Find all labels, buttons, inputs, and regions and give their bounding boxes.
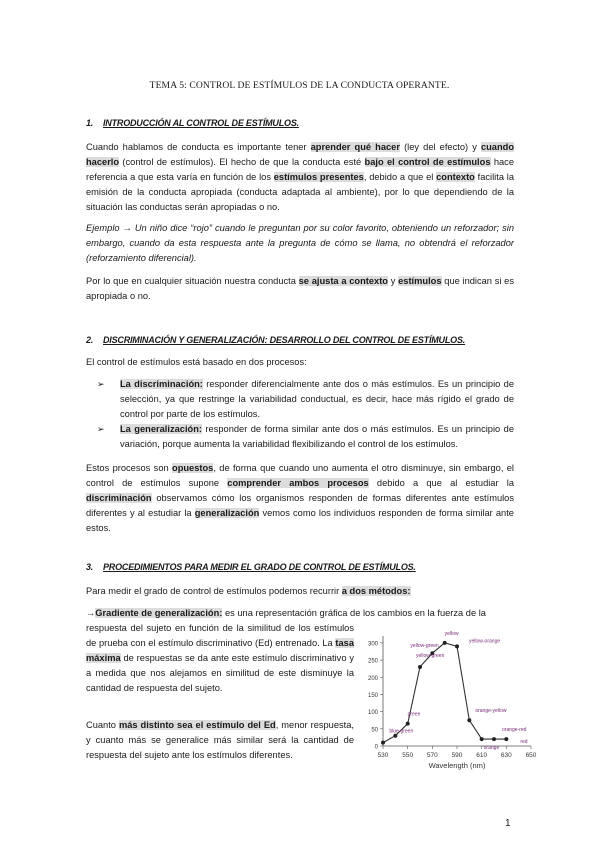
highlight: se ajusta a contexto <box>298 276 388 286</box>
document-title: TEMA 5: CONTROL DE ESTÍMULOS DE LA CONDUCTA OPERANTE. <box>149 80 450 91</box>
text-run: es una representación gráfica de los cambios en la fuerza de la <box>222 608 486 618</box>
y-tick-label: 250 <box>367 658 378 665</box>
list-item <box>86 422 514 452</box>
x-tick-label: 610 <box>476 752 488 759</box>
x-axis-label: Wavelength (nm) <box>428 761 486 770</box>
paragraph-opposites <box>86 461 514 536</box>
data-point <box>418 665 422 669</box>
y-tick-label: 300 <box>367 641 378 648</box>
paragraph-gradient-first-line <box>86 606 514 621</box>
point-label: orange <box>483 745 500 752</box>
y-tick-label: 50 <box>371 727 378 734</box>
y-tick-label: 0 <box>374 744 378 751</box>
highlight: cuando hacerlo <box>86 142 515 167</box>
highlight: generalización <box>194 508 260 518</box>
y-tick-label: 200 <box>367 675 378 682</box>
text-run: , menor respuesta, y cuanto más se generalice más similar será la cantidad de respuesta del sujeto ante los estímulos diferentes. <box>86 720 355 760</box>
highlight: estímulos <box>398 276 442 286</box>
x-tick-label: 570 <box>426 752 438 759</box>
x-tick-label: 650 <box>525 752 537 759</box>
text-run: vemos como los individuos responden de forma similar ante estos. <box>86 508 514 533</box>
text-run: facilita la emisión de la conducta apropiada (conducta adaptada al ambiente), por lo que dependiendo de la situación las conductas serán apropiadas o no. <box>86 172 515 212</box>
series-line <box>383 643 506 743</box>
text-run: Cuando hablamos de conducta es importante tener <box>86 142 311 152</box>
section-heading-2 <box>86 335 466 345</box>
y-tick-label: 150 <box>367 692 378 699</box>
section-heading-1 <box>86 118 299 128</box>
data-point <box>504 737 508 741</box>
text-run: Estos procesos son <box>86 463 173 473</box>
chart-svg <box>359 628 539 772</box>
section-number: 3. <box>86 562 94 572</box>
highlight: discriminación <box>86 493 152 503</box>
x-tick-label: 630 <box>500 752 512 759</box>
data-point <box>381 741 385 745</box>
point-label: yellow-orange <box>469 638 501 645</box>
data-point <box>480 737 484 741</box>
highlight: Gradiente de generalización: <box>95 608 223 618</box>
data-point <box>492 737 496 741</box>
point-label: green <box>407 711 421 718</box>
highlight: estímulos presentes <box>273 172 364 182</box>
text-run: , de forma que cuando uno aumenta el otro disminuye, sin embargo, el control de estímulos supone <box>86 463 514 488</box>
x-tick-label: 590 <box>451 752 463 759</box>
text-run: Por lo que en cualquier situación nuestra conducta <box>86 276 299 286</box>
process-list <box>86 377 514 452</box>
highlight: más distinto sea el estímulo del Ed <box>118 720 276 730</box>
point-label: yellow-green <box>416 652 445 659</box>
example-paragraph: Ejemplo → Un niño dice “rojo” cuando le preguntan por su color favorito, obteniendo un reforzador; sin embargo, cuando da esta respuesta ante la pregunta de cómo se llama, no obtendrá el reforzador (reforzamiento diferencial). <box>86 223 514 263</box>
text-run: responder de forma similar ante dos o más estímulos. Es un principio de variación, porque aumenta la variabilidad flexibilizando el control de los estímulos. <box>120 424 514 449</box>
section-number: 1. <box>86 118 94 128</box>
point-label: yellow <box>444 630 459 637</box>
text-run: hace referencia a que esta varía en función de los <box>86 157 514 182</box>
paragraph-intro <box>86 140 514 215</box>
text-run: , debido a que el <box>363 172 437 182</box>
highlight: tasa máxima <box>86 638 354 663</box>
data-point <box>467 718 471 722</box>
list-item <box>86 377 514 422</box>
highlight: bajo el control de estímulos <box>364 157 491 167</box>
point-label: yellow-green <box>410 643 439 650</box>
highlight: a dos métodos: <box>341 586 411 596</box>
highlight: La generalización: <box>120 424 202 434</box>
point-label: orange-red <box>502 727 527 734</box>
text-run: responder diferencialmente ante dos o más estímulos. Es un principio de selección, ya que restringe la variabilidad conductual, es decir, hace más rígido el grado de control por parte de los estímulos. <box>120 379 514 419</box>
paragraph-processes-intro: El control de estímulos está basado en dos procesos: <box>86 357 307 367</box>
section-title: INTRODUCCIÓN AL CONTROL DE ESTÍMULOS. <box>103 118 299 128</box>
text-run: (control de estímulos). El hecho de que la conducta esté <box>119 157 365 167</box>
highlight: aprender qué hacer <box>310 142 400 152</box>
paragraph-gradient <box>86 621 354 696</box>
highlight: comprender ambos procesos <box>227 478 369 488</box>
text-run: y <box>387 276 399 286</box>
arrow-bullet-icon: ➢ <box>97 379 105 389</box>
arrow-icon: → <box>86 608 96 618</box>
text-run: observamos cómo los organismos responden de formas diferentes ante estímulos diferentes y al estudiar la <box>86 493 514 518</box>
x-tick-label: 530 <box>377 752 389 759</box>
section-number: 2. <box>86 335 94 345</box>
data-point <box>406 722 410 726</box>
data-point <box>455 644 459 648</box>
text-run: respuesta del sujeto en función de la similitud de los estímulos de prueba con el estímulo discriminativo (Ed) entrenado. La <box>86 623 354 648</box>
text-run: (ley del efecto) y <box>399 142 481 152</box>
point-label: orange-yellow <box>475 708 507 715</box>
data-point <box>443 641 447 645</box>
text-run: debido a que al estudiar la <box>368 478 514 488</box>
section-title: DISCRIMINACIÓN Y GENERALIZACIÓN: DESARROLLO DEL CONTROL DE ESTÍMULOS. <box>103 335 466 345</box>
text-run: que indican si es apropiada o no. <box>86 276 514 301</box>
paragraph-methods-intro <box>86 584 514 599</box>
highlight: La discriminación: <box>120 379 203 389</box>
text-run: de respuestas se da ante este estímulo discriminativo y a medida que nos alejamos en similitud de este disminuye la cantidad de respuesta del sujeto. <box>86 653 354 693</box>
paragraph-context <box>86 274 514 304</box>
section-heading-3 <box>86 562 416 572</box>
paragraph-difference <box>86 718 354 763</box>
text-run: Para medir el grado de control de estímulos podemos recurrir <box>86 586 342 596</box>
generalization-gradient-chart <box>359 628 539 772</box>
page-number: 1 <box>505 818 511 829</box>
point-label: blue-green <box>389 728 414 735</box>
highlight: contexto <box>436 172 475 182</box>
y-tick-label: 100 <box>367 710 378 717</box>
point-label: red <box>520 739 528 746</box>
arrow-bullet-icon: ➢ <box>97 424 105 434</box>
highlight: opuestos <box>172 463 214 473</box>
section-title: PROCEDIMIENTOS PARA MEDIR EL GRADO DE CONTROL DE ESTÍMULOS. <box>103 562 416 572</box>
text-run: Cuanto <box>86 720 119 730</box>
x-tick-label: 550 <box>402 752 414 759</box>
